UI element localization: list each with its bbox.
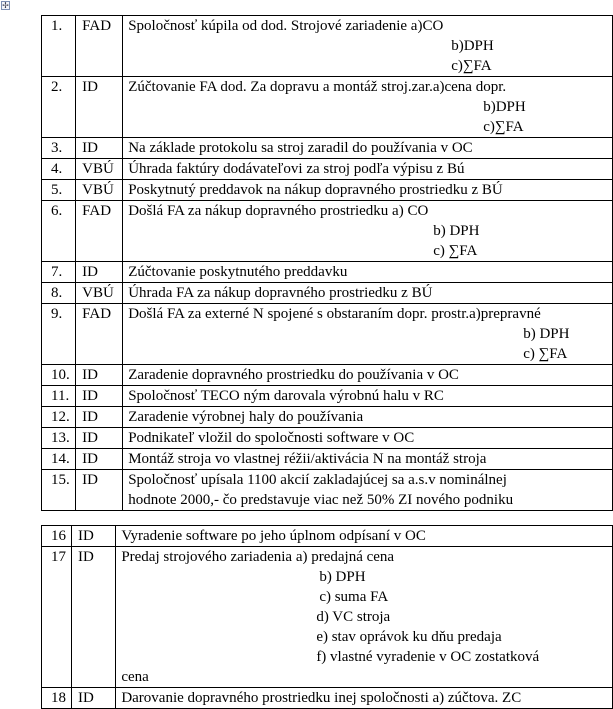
document-type: ID — [71, 688, 115, 709]
transaction-description — [116, 547, 613, 688]
description-line: Predaj strojového zariadenia a) predajná cena — [121, 549, 395, 565]
table-row — [42, 386, 613, 407]
transaction-description — [123, 159, 613, 180]
table-row — [42, 77, 613, 138]
transaction-description — [123, 304, 613, 365]
transactions-table-1 — [41, 15, 613, 511]
document-type: ID — [76, 470, 123, 511]
transaction-description — [116, 688, 613, 709]
document-type: FAD — [76, 304, 123, 365]
document-type: ID — [71, 547, 115, 688]
transaction-description — [116, 526, 613, 547]
transaction-description — [123, 138, 613, 159]
description-line: Podnikateľ vložil do spoločnosti software v OC — [128, 430, 415, 446]
table-row — [42, 407, 613, 428]
transaction-description — [123, 386, 613, 407]
table-row — [42, 138, 613, 159]
description-line: Zaradenie dopravného prostriedku do používania v OC — [128, 367, 459, 383]
description-line: Spoločnosť kúpila od dod. Strojové zariadenie a)CO — [128, 18, 444, 34]
table-row — [42, 470, 613, 511]
description-line: Zaradenie výrobnej haly do používania — [128, 409, 364, 425]
document-type: FAD — [76, 16, 123, 77]
description-line: c) ∑FA — [523, 346, 568, 362]
document-type: ID — [76, 428, 123, 449]
row-number: 6. — [42, 201, 76, 262]
transaction-description — [123, 470, 613, 511]
table-row — [42, 547, 613, 688]
document-type: ID — [76, 407, 123, 428]
table-move-handle-icon[interactable]: ✢ — [2, 1, 9, 10]
document-type: FAD — [76, 201, 123, 262]
description-line: Došlá FA za externé N spojené s obstaraním dopr. prostr.a)prepravné — [128, 306, 541, 322]
row-number: 7. — [42, 262, 76, 283]
description-line: Úhrada faktúry dodávateľovi za stroj podľa výpisu z Bú — [128, 161, 465, 177]
description-line: c)∑FA — [483, 119, 524, 135]
table-row — [42, 688, 613, 709]
description-line: Zúčtovanie poskytnutého preddavku — [128, 264, 348, 280]
description-line: Montáž stroja vo vlastnej réžii/aktivácia N na montáž stroja — [128, 451, 487, 467]
description-line: Darovanie dopravného prostriedku inej spoločnosti a) zúčtova. ZC — [121, 690, 522, 706]
table-row — [42, 428, 613, 449]
transaction-description — [123, 16, 613, 77]
table-row — [42, 365, 613, 386]
description-line: c)∑FA — [451, 58, 492, 74]
description-line: Poskytnutý preddavok na nákup dopravného prostriedku z BÚ — [128, 182, 503, 198]
document-type: VBÚ — [76, 180, 123, 201]
description-line: f) vlastné vyradenie v OC zostatková — [316, 649, 540, 665]
transaction-description — [123, 449, 613, 470]
document-type: ID — [76, 77, 123, 138]
transaction-description — [123, 262, 613, 283]
description-line: c) ∑FA — [433, 243, 478, 259]
transaction-description — [123, 201, 613, 262]
row-number: 4. — [42, 159, 76, 180]
row-number: 12. — [42, 407, 76, 428]
table-row — [42, 262, 613, 283]
description-line: b) DPH — [433, 223, 480, 239]
row-number: 18 — [42, 688, 72, 709]
document-type: ID — [76, 365, 123, 386]
description-line: b) DPH — [523, 326, 570, 342]
description-line: Úhrada FA za nákup dopravného prostriedku z BÚ — [128, 285, 433, 301]
table-row — [42, 16, 613, 77]
description-line: Vyradenie software po jeho úplnom odpísaní v OC — [121, 528, 426, 544]
row-number: 17 — [42, 547, 72, 688]
table-row — [42, 180, 613, 201]
transaction-description — [123, 283, 613, 304]
description-line: b) DPH — [319, 569, 366, 585]
table-row — [42, 526, 613, 547]
row-number: 13. — [42, 428, 76, 449]
row-number: 5. — [42, 180, 76, 201]
transaction-description — [123, 428, 613, 449]
description-line: Spoločnosť upísala 1100 akcií zakladajúcej sa a.s.v nominálnej — [128, 472, 507, 488]
table-row — [42, 304, 613, 365]
transaction-description — [123, 365, 613, 386]
document-type: ID — [71, 526, 115, 547]
transactions-table-2 — [41, 525, 613, 709]
transaction-description — [123, 77, 613, 138]
description-line: Došlá FA za nákup dopravného prostriedku a) CO — [128, 203, 429, 219]
description-line: cena — [121, 669, 149, 685]
transaction-description — [123, 407, 613, 428]
row-number: 11. — [42, 386, 76, 407]
document-type: ID — [76, 449, 123, 470]
row-number: 16 — [42, 526, 72, 547]
document-type: VBÚ — [76, 159, 123, 180]
description-line: Spoločnosť TECO ným darovala výrobnú halu v RC — [128, 388, 444, 404]
description-line: e) stav oprávok ku dňu predaja — [316, 629, 502, 645]
description-line: c) suma FA — [319, 589, 389, 605]
document-type: VBÚ — [76, 283, 123, 304]
row-number: 9. — [42, 304, 76, 365]
document-type: ID — [76, 386, 123, 407]
row-number: 14. — [42, 449, 76, 470]
description-line: d) VC stroja — [316, 609, 391, 625]
description-line: Na základe protokolu sa stroj zaradil do používania v OC — [128, 140, 473, 156]
transaction-description — [123, 180, 613, 201]
row-number: 1. — [42, 16, 76, 77]
row-number: 8. — [42, 283, 76, 304]
document-type: ID — [76, 262, 123, 283]
row-number: 2. — [42, 77, 76, 138]
table-row — [42, 283, 613, 304]
row-number: 10. — [42, 365, 76, 386]
description-line: b)DPH — [451, 38, 494, 54]
table-row — [42, 159, 613, 180]
table-row — [42, 449, 613, 470]
row-number: 3. — [42, 138, 76, 159]
description-line: b)DPH — [483, 99, 526, 115]
description-line: Zúčtovanie FA dod. Za dopravu a montáž stroj.zar.a)cena dopr. — [128, 79, 507, 95]
row-number: 15. — [42, 470, 76, 511]
document-type: ID — [76, 138, 123, 159]
table-row — [42, 201, 613, 262]
description-line: hodnote 2000,- čo predstavuje viac než 50% ZI nového podniku — [128, 492, 514, 508]
